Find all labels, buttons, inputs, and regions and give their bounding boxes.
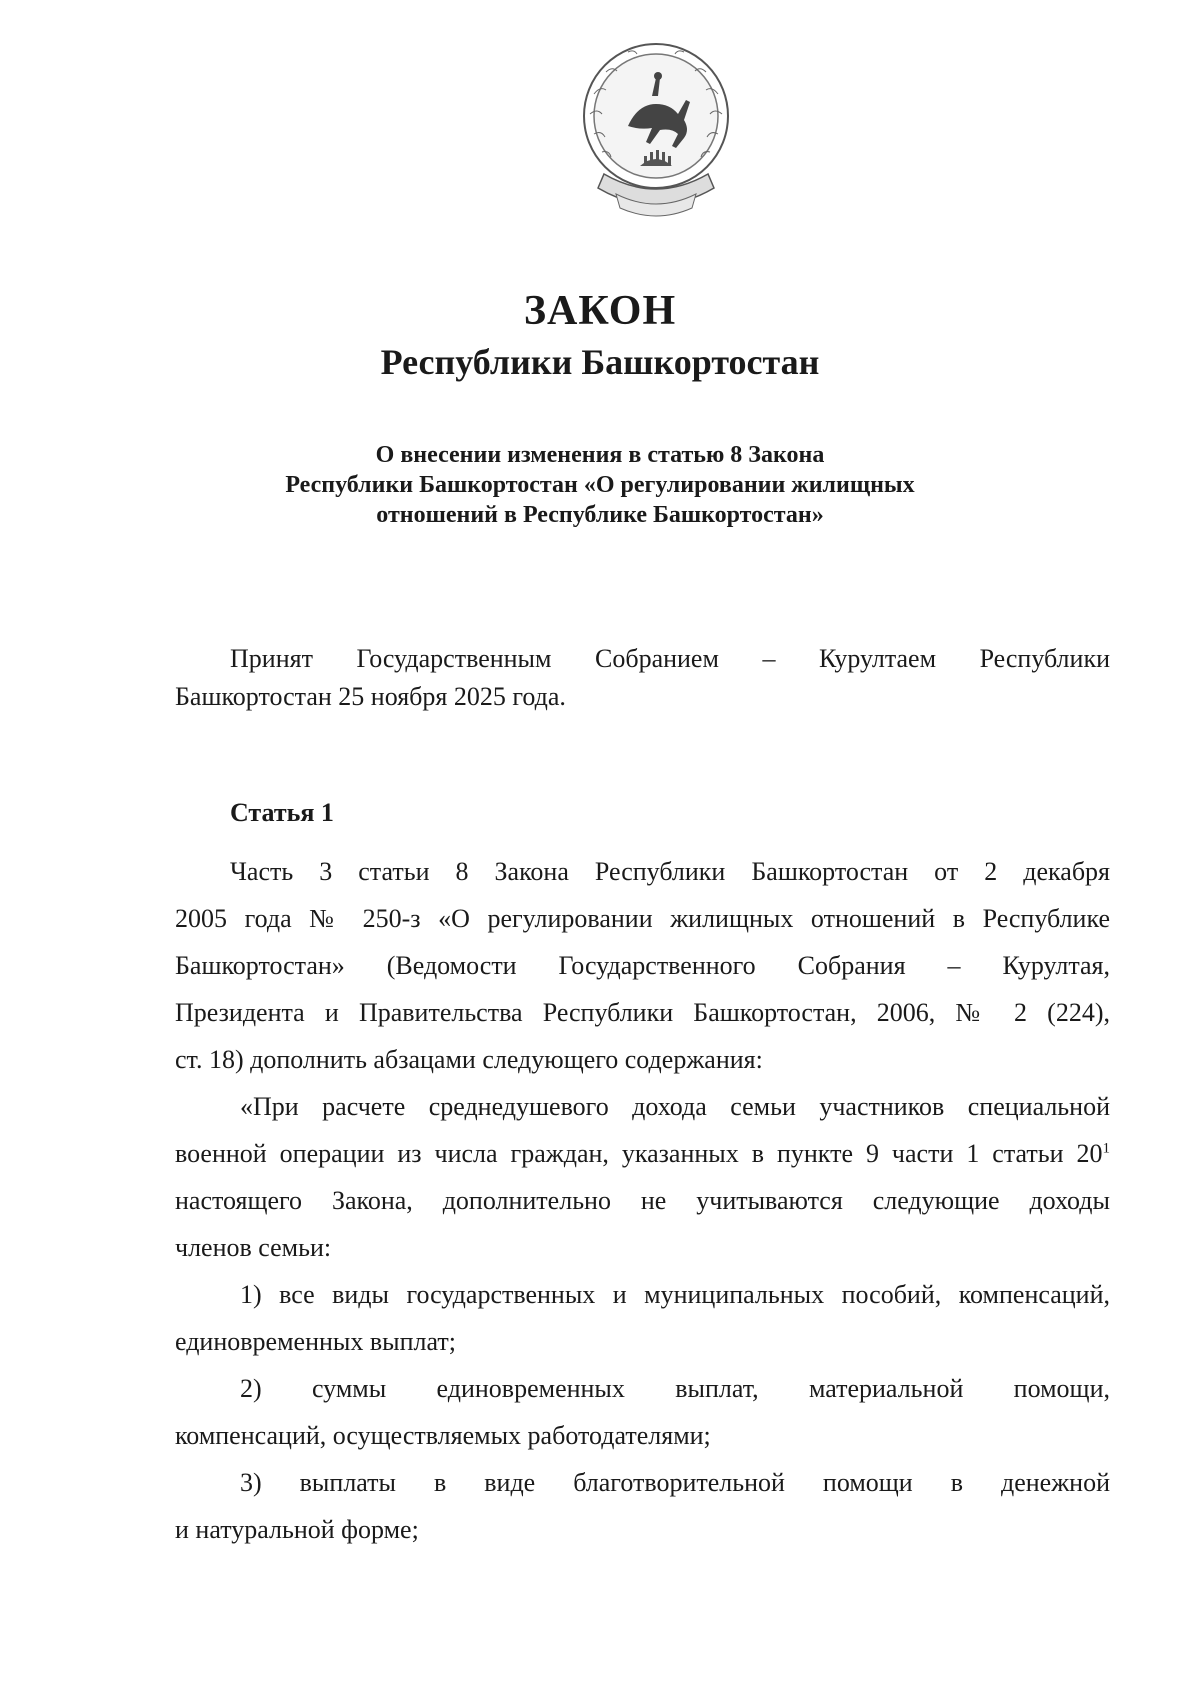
adoption-statement [175,640,1110,716]
subject-line: отношений в Республике Башкортостан» [376,502,824,528]
article-heading: Статья 1 [230,798,334,827]
text-line [175,1130,1110,1177]
text-line: 3) выплаты в виде благотворительной помощи в денежной [240,1468,1110,1497]
text-line: членов семьи: [175,1233,332,1262]
adoption-line: Башкортостан 25 ноября 2025 года. [175,682,566,711]
adoption-line: Принят Государственным Собранием – Курултаем Республики [230,644,1110,673]
list-item [175,1459,1110,1553]
text-line: Президента и Правительства Республики Башкортостан, 2006, № 2 (224), [175,998,1110,1027]
text-line: Башкортостан» (Ведомости Государственного Собрания – Курултая, [175,951,1110,980]
article-paragraph [175,848,1110,1083]
text-line: компенсаций, осуществляемых работодателями; [175,1421,711,1450]
law-subject [0,440,1200,530]
document-subtitle: Республики Башкортостан [380,342,820,382]
article-body [175,848,1110,1553]
text-line: 2005 года № 250-з «О регулировании жилищных отношений в Республике [175,904,1110,933]
text-line: ст. 18) дополнить абзацами следующего содержания: [175,1045,763,1074]
list-item [175,1365,1110,1459]
text-line: «При расчете среднедушевого дохода семьи участников специальной [240,1092,1110,1121]
text-line: настоящего Закона, дополнительно не учитываются следующие доходы [175,1186,1110,1215]
text-line: и натуральной форме; [175,1515,419,1544]
text-line: 2) суммы единовременных выплат, материальной помощи, [240,1374,1110,1403]
subject-line: Республики Башкортостан «О регулировании жилищных [285,472,915,498]
text-line: Часть 3 статьи 8 Закона Республики Башкортостан от 2 декабря [230,857,1110,886]
document-title: ЗАКОН [523,288,677,334]
text-line: 1) все виды государственных и муниципальных пособий, компенсаций, [240,1280,1110,1309]
text-fragment: военной операции из числа граждан, указанных в пункте 9 части 1 статьи 20 [175,1139,1103,1168]
quoted-paragraph [175,1083,1110,1271]
bashkortostan-coat-of-arms-icon [576,34,736,224]
text-line: единовременных выплат; [175,1327,456,1356]
superscript: 1 [1102,1140,1110,1157]
list-item [175,1271,1110,1365]
subject-line: О внесении изменения в статью 8 Закона [375,442,825,468]
